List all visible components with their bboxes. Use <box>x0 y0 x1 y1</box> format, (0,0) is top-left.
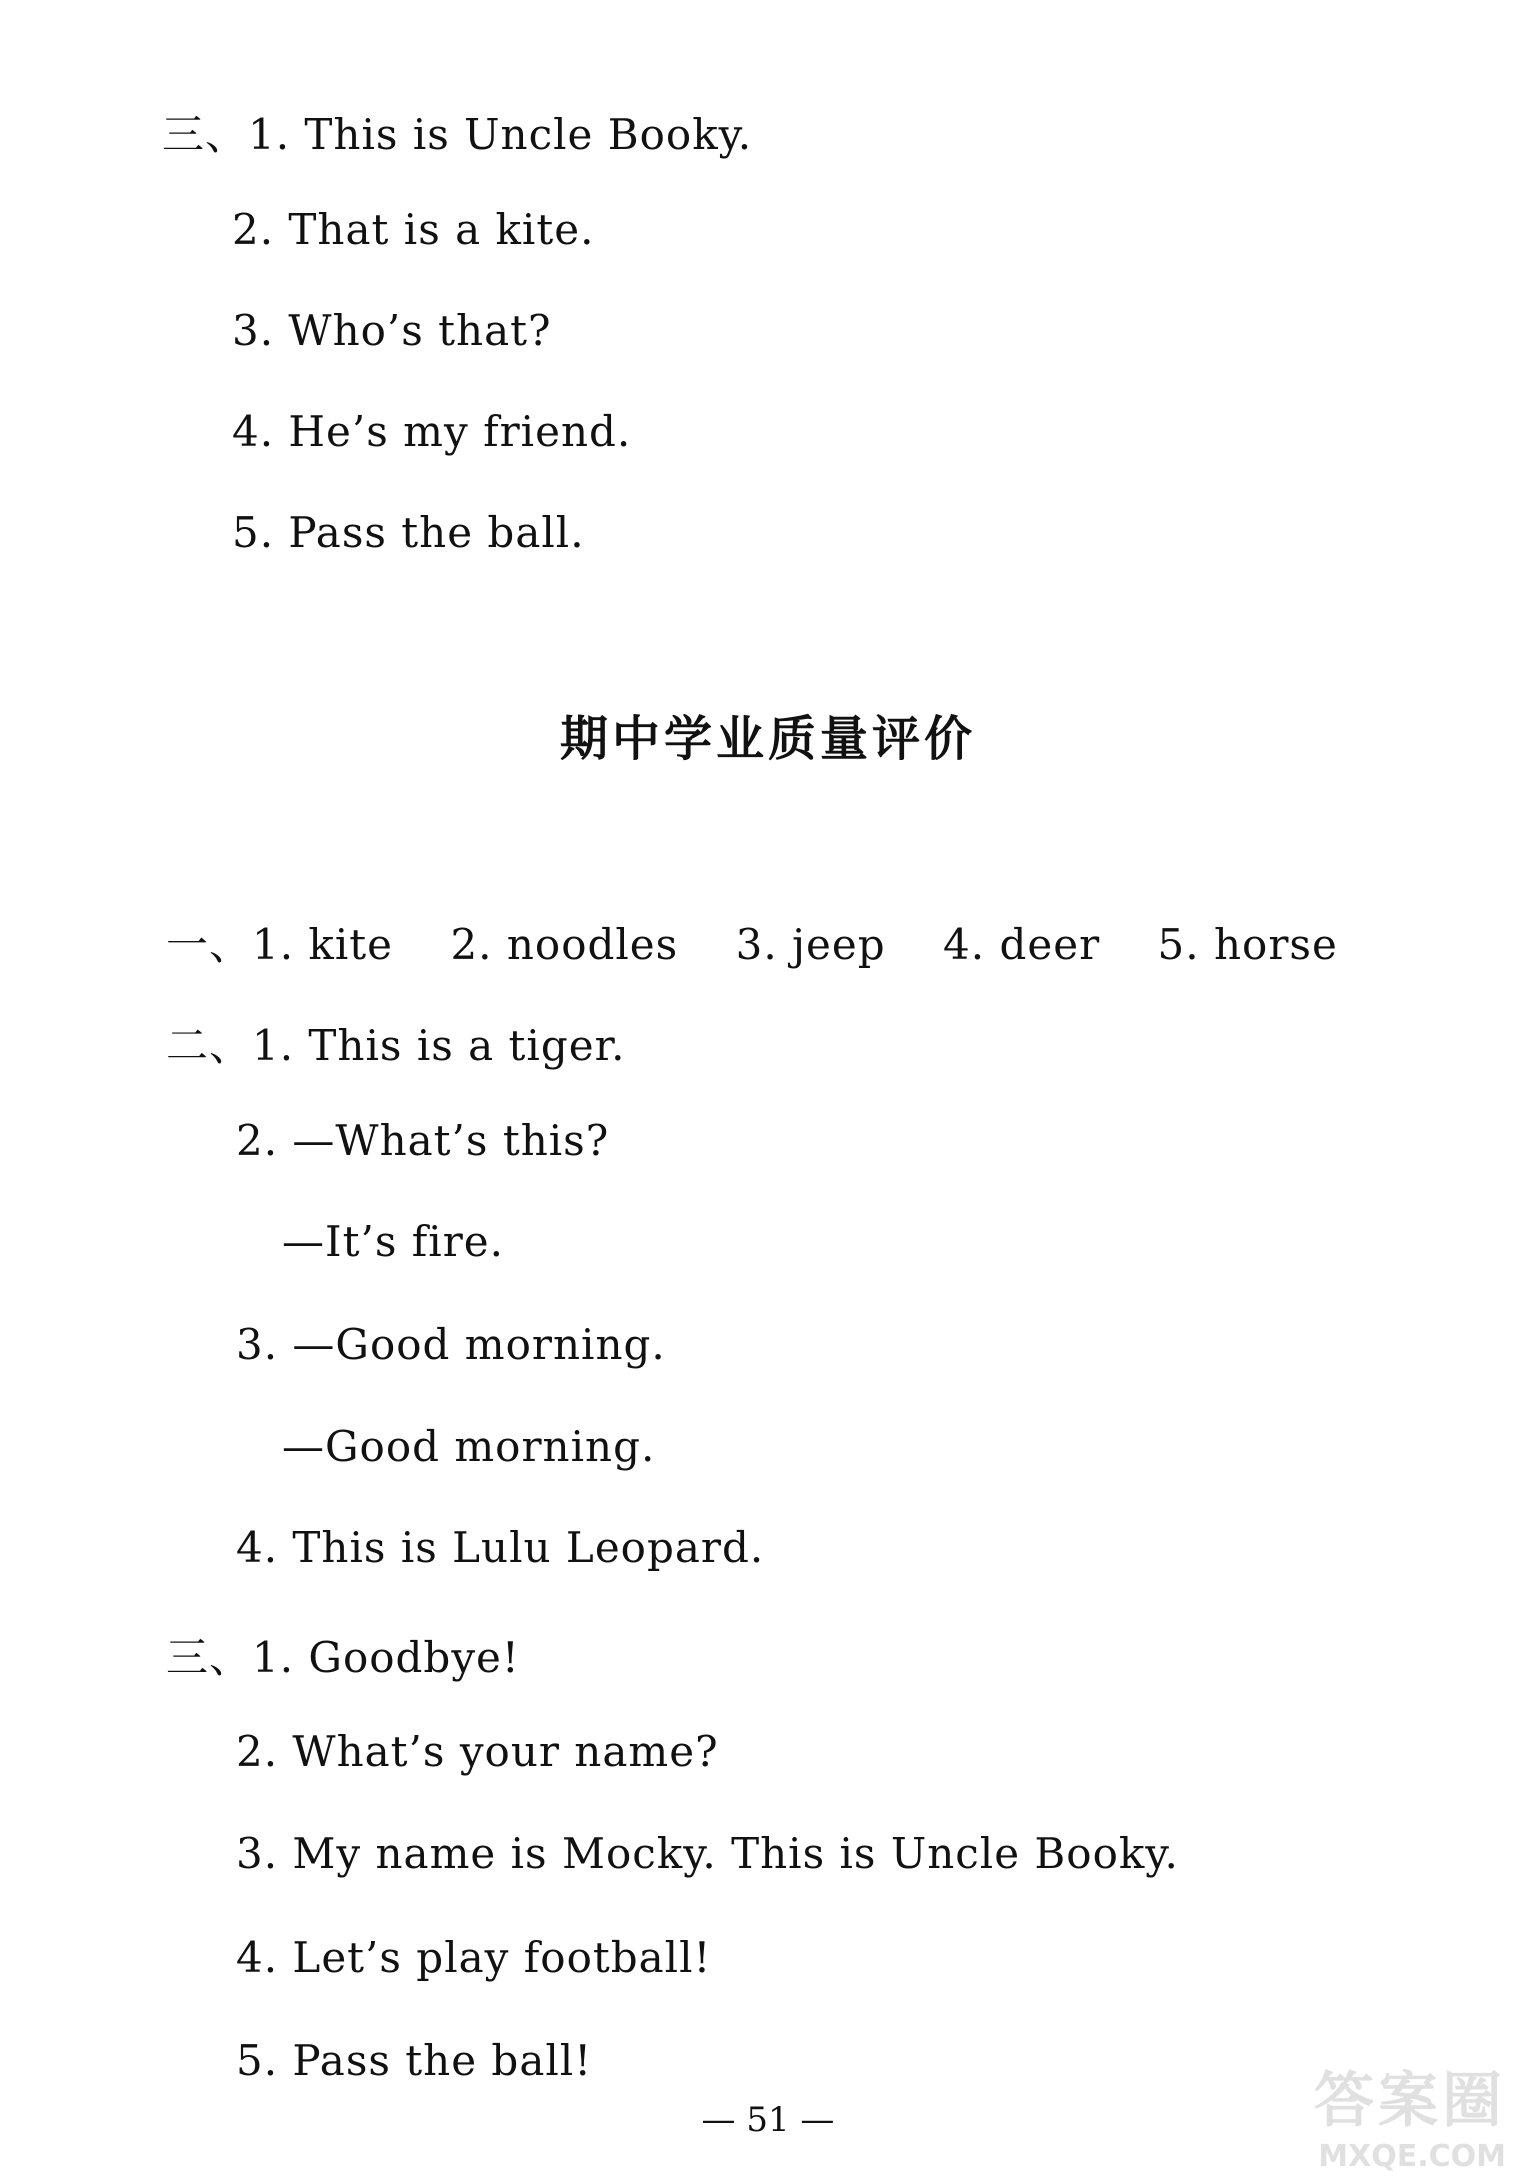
section-heading: 期中学业质量评价 <box>559 711 976 767</box>
watermark <box>1314 2053 1506 2174</box>
answer-line: 5. Pass the ball. <box>232 508 585 557</box>
answer-line: 3. —Good morning. <box>236 1320 666 1369</box>
answer-line: 4. He’s my friend. <box>232 407 632 456</box>
answer-line: —Good morning. <box>282 1422 656 1471</box>
answer-line: 4. Let’s play football! <box>236 1933 712 1982</box>
answer-line: 2. That is a kite. <box>232 205 595 254</box>
answer-line: 3. Who’s that? <box>232 306 552 355</box>
page-number: — 51 — <box>701 2100 835 2140</box>
answer-line: 一、1. kite 2. noodles 3. jeep 4. deer 5. horse <box>166 920 1338 969</box>
answer-line: 3. My name is Mocky. This is Uncle Booky. <box>236 1829 1179 1878</box>
answer-line: 2. What’s your name? <box>236 1727 719 1776</box>
answer-line: 三、1. This is Uncle Booky. <box>162 110 753 159</box>
answer-line: 4. This is Lulu Leopard. <box>236 1523 765 1572</box>
watermark-logo-text: 答案圈 <box>1314 2066 1506 2136</box>
watermark-url: MXQE.COM <box>1318 2139 1506 2174</box>
answer-line: 5. Pass the ball! <box>236 2036 593 2085</box>
answer-line: 2. —What’s this? <box>236 1116 610 1165</box>
answer-line: 三、1. Goodbye! <box>166 1633 520 1682</box>
answer-line: 二、1. This is a tiger. <box>166 1021 626 1070</box>
answer-line: —It’s fire. <box>282 1217 504 1266</box>
